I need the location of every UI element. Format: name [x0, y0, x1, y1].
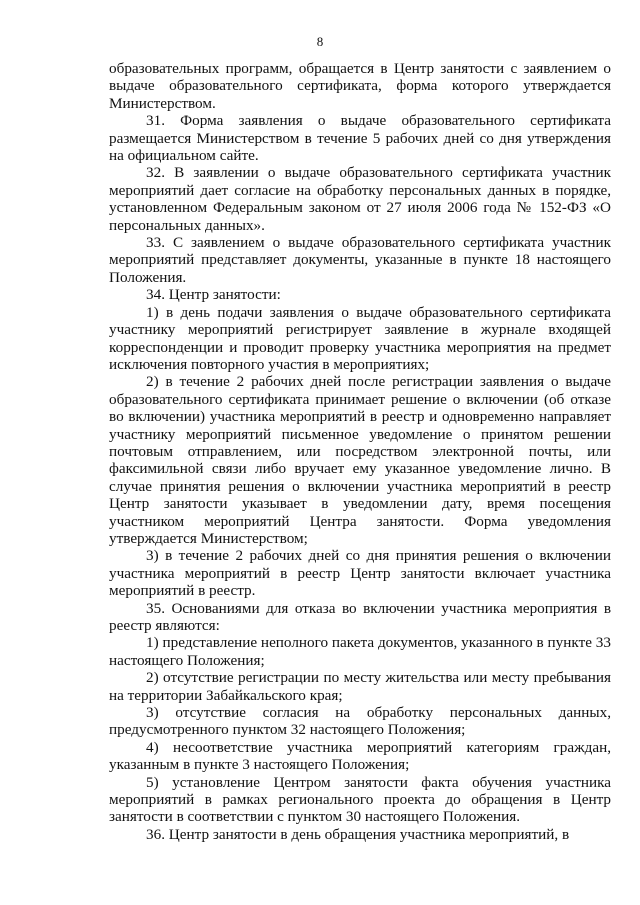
paragraph-35-item-1: 1) представление неполного пакета документов, указанного в пункте 33 настоящего Положения; [109, 634, 611, 669]
paragraph-34: 34. Центр занятости: [146, 286, 281, 304]
paragraph-34-item-3: 3) в течение 2 рабочих дней со дня принятия решения о включении участника мероприятий в реестр Центр занятости включает участника мероприятий в реестр. [109, 547, 611, 600]
paragraph-35-item-5: 5) установление Центром занятости факта обучения участника мероприятий в рамках регионального проекта до обращения в Центр занятости в соответствии с пунктом 30 настоящего Положения. [109, 773, 611, 826]
page-number: 8 [316, 34, 324, 49]
paragraph-34-item-2: 2) в течение 2 рабочих дней после регистрации заявления о выдаче образовательного сертификата принимает решение о включении (об отказе во включении) участника мероприятий в реестр и одновременно направляет участнику мероприятий письменное уведомление о принятом решении почтовым отправлением, или посредством электронной почты, или факсимильной связи либо вручает ему указанное уведомление лично. В случае принятия решения о включении участника мероприятий в реестр Центр занятости указывает в уведомлении дату, время посещения участником мероприятий Центра занятости. Форма уведомления утверждается Министерством; [109, 373, 611, 547]
paragraph-35-item-4: 4) несоответствие участника мероприятий категориям граждан, указанным в пункте 3 настоящего Положения; [109, 738, 611, 774]
paragraph-34-item-1: 1) в день подачи заявления о выдаче образовательного сертификата участнику мероприятий регистрирует заявление в журнале входящей корреспонденции и проводит проверку участника мероприятия на предмет исключения повторного участия в мероприятиях; [109, 303, 611, 373]
paragraph-33: 33. С заявлением о выдаче образовательного сертификата участник мероприятий представляет документы, указанные в пункте 18 настоящего Положения. [109, 234, 611, 286]
paragraph-35-item-3: 3) отсутствие согласия на обработку персональных данных, предусмотренного пунктом 32 настоящего Положения; [109, 704, 611, 739]
paragraph-32: 32. В заявлении о выдаче образовательного сертификата участник мероприятий дает согласие на обработку персональных данных в порядке, установленном Федеральным законом от 27 июля 2006 года № 152-ФЗ «О персональных данных». [109, 164, 611, 234]
paragraph-36: 36. Центр занятости в день обращения участника мероприятий, в [146, 825, 570, 843]
paragraph-continuation: образовательных программ, обращается в Центр занятости с заявлением о выдаче образовательного сертификата, форма которого утверждается Министерством. [109, 60, 611, 112]
paragraph-35: 35. Основаниями для отказа во включении участника мероприятия в реестр являются: [109, 599, 611, 634]
paragraph-31: 31. Форма заявления о выдаче образовательного сертификата размещается Министерством в течение 5 рабочих дней со дня утверждения на официальном сайте. [109, 112, 611, 165]
paragraph-35-item-2: 2) отсутствие регистрации по месту жительства или месту пребывания на территории Забайкальского края; [109, 669, 611, 704]
document-body [109, 60, 611, 843]
